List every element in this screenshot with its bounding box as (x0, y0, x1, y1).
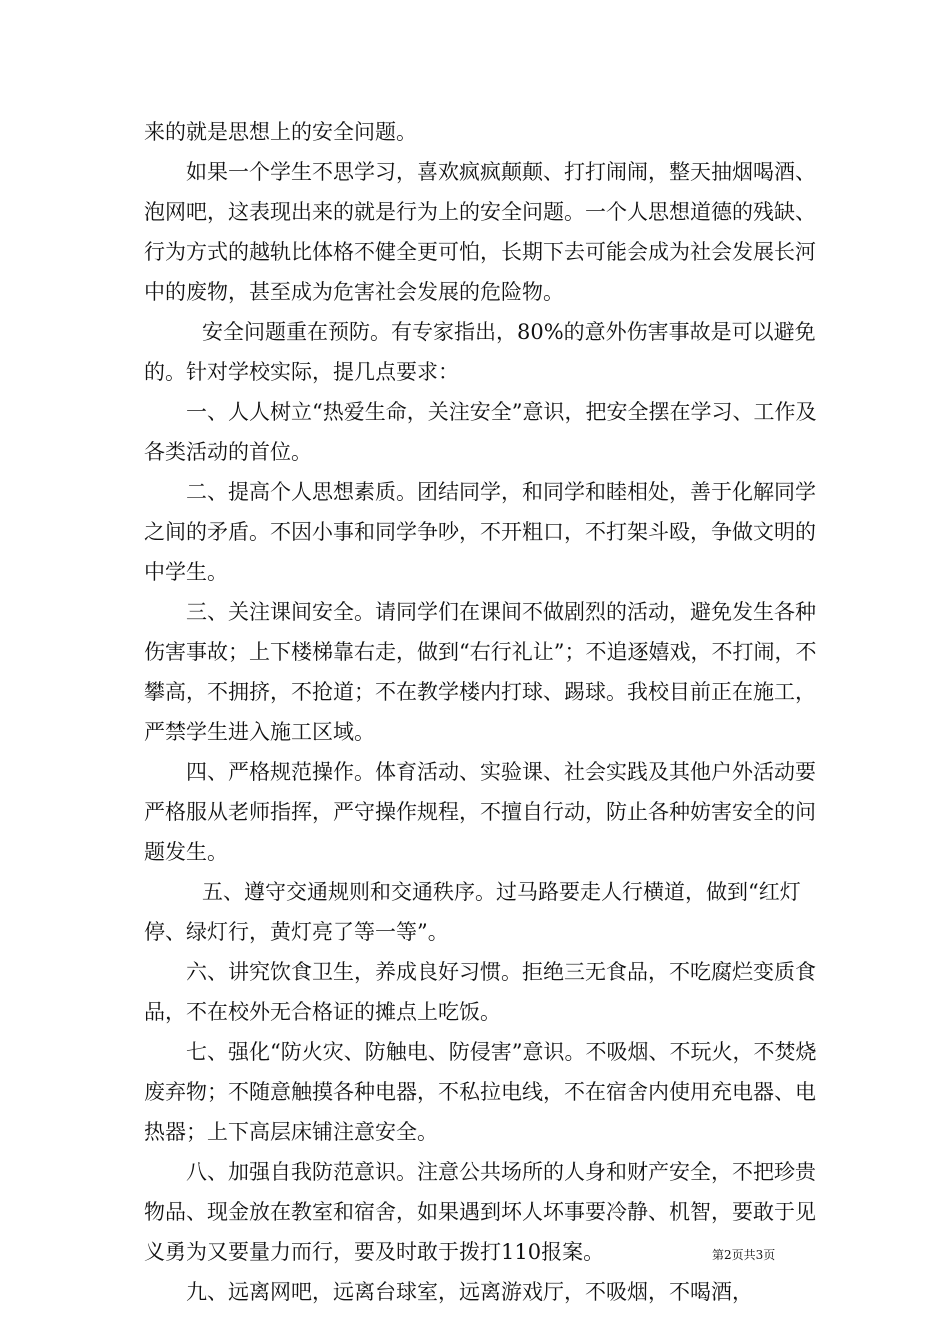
paragraph-requirement-4: 四、严格规范操作。体育活动、实验课、社会实践及其他户外活动要严格服从老师指挥，严守操作规程，不擅自行动，防止各种妨害安全的问题发生。 (144, 760, 816, 864)
paragraph-requirement-2: 二、提高个人思想素质。团结同学，和同学和睦相处，善于化解同学之间的矛盾。不因小事和同学争吵，不开粗口，不打架斗殴，争做文明的中学生。 (144, 480, 816, 584)
paragraph-requirement-5: 五、遵守交通规则和交通秩序。过马路要走人行横道，做到“红灯停、绿灯行，黄灯亮了等一等”。 (144, 880, 801, 944)
paragraph-prevention: 安全问题重在预防。有专家指出，80%的意外伤害事故是可以避免的。针对学校实际，提几点要求： (144, 320, 816, 384)
page-number: 第2页共3页 (712, 1248, 776, 1262)
paragraph-requirement-6: 六、讲究饮食卫生，养成良好习惯。拒绝三无食品，不吃腐烂变质食品，不在校外无合格证的摊点上吃饭。 (144, 960, 816, 1024)
paragraph-requirement-7: 七、强化“防火灾、防触电、防侵害”意识。不吸烟、不玩火，不焚烧废弃物；不随意触摸各种电器，不私拉电线，不在宿舍内使用充电器、电热器；上下高层床铺注意安全。 (144, 1040, 817, 1144)
paragraph-requirement-1: 一、人人树立“热爱生命，关注安全”意识，把安全摆在学习、工作及各类活动的首位。 (144, 400, 817, 464)
document-body (144, 112, 824, 1312)
paragraph-requirement-9: 九、远离网吧，远离台球室，远离游戏厅，不吸烟，不喝酒， (186, 1280, 753, 1304)
paragraph-continuation: 来的就是思想上的安全问题。 (144, 120, 417, 144)
paragraph-behavior-safety: 如果一个学生不思学习，喜欢疯疯颠颠、打打闹闹，整天抽烟喝酒、泡网吧，这表现出来的就是行为上的安全问题。一个人思想道德的残缺、行为方式的越轨比体格不健全更可怕，长期下去可能会成为社会发展长河中的废物，甚至成为危害社会发展的危险物。 (144, 160, 816, 304)
paragraph-requirement-8: 八、加强自我防范意识。注意公共场所的人身和财产安全，不把珍贵物品、现金放在教室和宿舍，如果遇到坏人坏事要冷静、机智，要敢于见义勇为又要量力而行，要及时敢于拨打110报案。 (144, 1160, 816, 1264)
paragraph-requirement-3: 三、关注课间安全。请同学们在课间不做剧烈的活动，避免发生各种伤害事故；上下楼梯靠右走，做到“右行礼让”；不追逐嬉戏，不打闹，不攀高，不拥挤，不抢道；不在教学楼内打球、踢球。我校目前正在施工，严禁学生进入施工区域。 (144, 600, 817, 744)
